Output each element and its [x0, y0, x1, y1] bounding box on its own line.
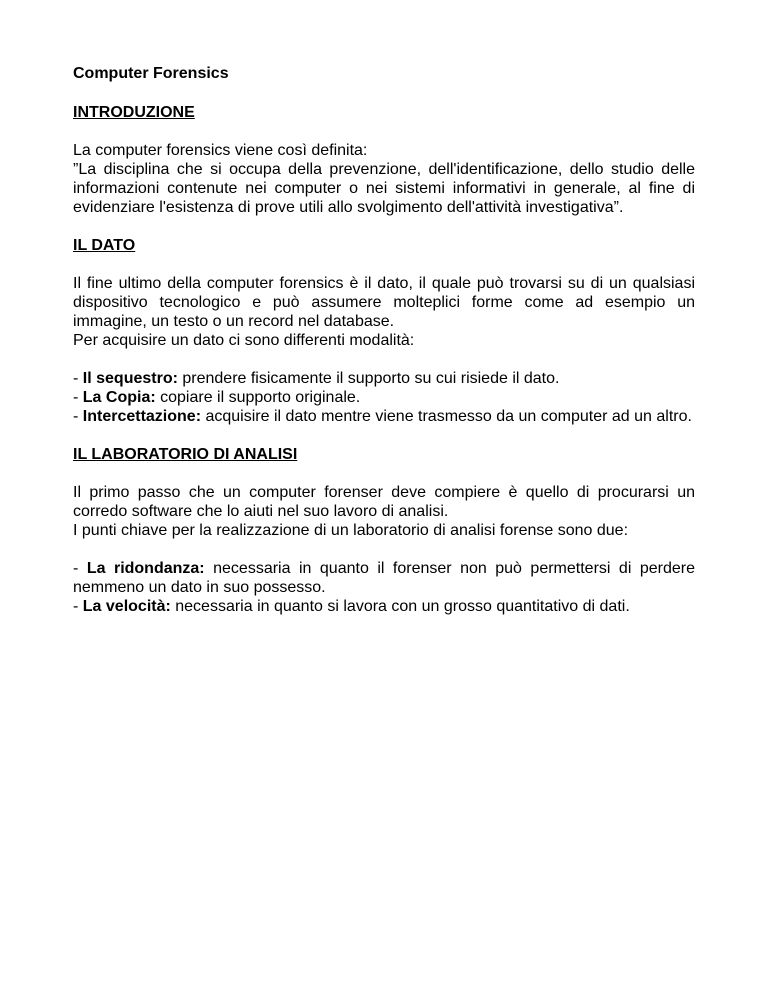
list-item: [73, 388, 695, 407]
section-introduzione-body: [73, 141, 695, 217]
list-item-prefix: -: [73, 598, 83, 615]
list-item-text: necessaria in quanto si lavora con un grosso quantitativo di dati.: [170, 598, 630, 615]
list-item-text: acquisire il dato mentre viene trasmesso da un computer ad un altro.: [201, 408, 692, 425]
list-item: [73, 597, 695, 616]
laboratorio-paragraph: Il primo passo che un computer forenser deve compiere è quello di procurarsi un corredo software che lo aiuti nel suo lavoro di analisi.: [73, 484, 695, 520]
list-item-term: La Copia:: [82, 389, 156, 406]
section-il-dato-body: [73, 274, 695, 350]
list-item-prefix: -: [73, 408, 83, 425]
dato-paragraph-2: Per acquisire un dato ci sono differenti modalità:: [73, 332, 415, 349]
key-points-list: [73, 559, 695, 616]
list-item: [73, 559, 695, 597]
list-item-prefix: -: [73, 389, 83, 406]
document-title: Computer Forensics: [73, 65, 229, 82]
dato-paragraph: Il fine ultimo della computer forensics è il dato, il quale può trovarsi su di un qualsiasi dispositivo tecnologico e può assumere molteplici forme come ad esempio un immagine, un testo o un record nel database.: [73, 275, 695, 330]
document-page: [73, 64, 695, 635]
definition-quote: ”La disciplina che si occupa della prevenzione, dell'identificazione, dello studio delle informazioni contenute nei computer o nei sistemi informativi in generale, al fine di evidenziare l'esistenza di prove utili allo svolgimento dell'attività investigativa”.: [73, 161, 695, 216]
list-item-prefix: -: [73, 560, 87, 577]
intro-line: La computer forensics viene così definita:: [73, 142, 368, 159]
section-heading-introduzione: INTRODUZIONE: [73, 104, 195, 121]
list-item-text: prendere fisicamente il supporto su cui risiede il dato.: [177, 370, 560, 387]
list-item-text: copiare il supporto originale.: [155, 389, 361, 406]
list-item-text: necessaria in quanto il forenser non può permettersi di perdere nemmeno un dato in suo possesso.: [73, 560, 696, 596]
list-item-term: Intercettazione:: [82, 408, 202, 425]
laboratorio-paragraph-2: I punti chiave per la realizzazione di un laboratorio di analisi forense sono due:: [73, 522, 629, 539]
list-item: [73, 369, 695, 388]
list-item-term: Il sequestro:: [82, 370, 178, 387]
section-heading-laboratorio: IL LABORATORIO DI ANALISI: [73, 446, 298, 463]
list-item-prefix: -: [73, 370, 83, 387]
list-item: [73, 407, 695, 426]
list-item-term: La ridondanza:: [86, 560, 205, 577]
acquisition-methods-list: [73, 369, 695, 426]
list-item-term: La velocità:: [82, 598, 171, 615]
section-heading-il-dato: IL DATO: [73, 237, 136, 254]
section-laboratorio-body: [73, 483, 695, 540]
